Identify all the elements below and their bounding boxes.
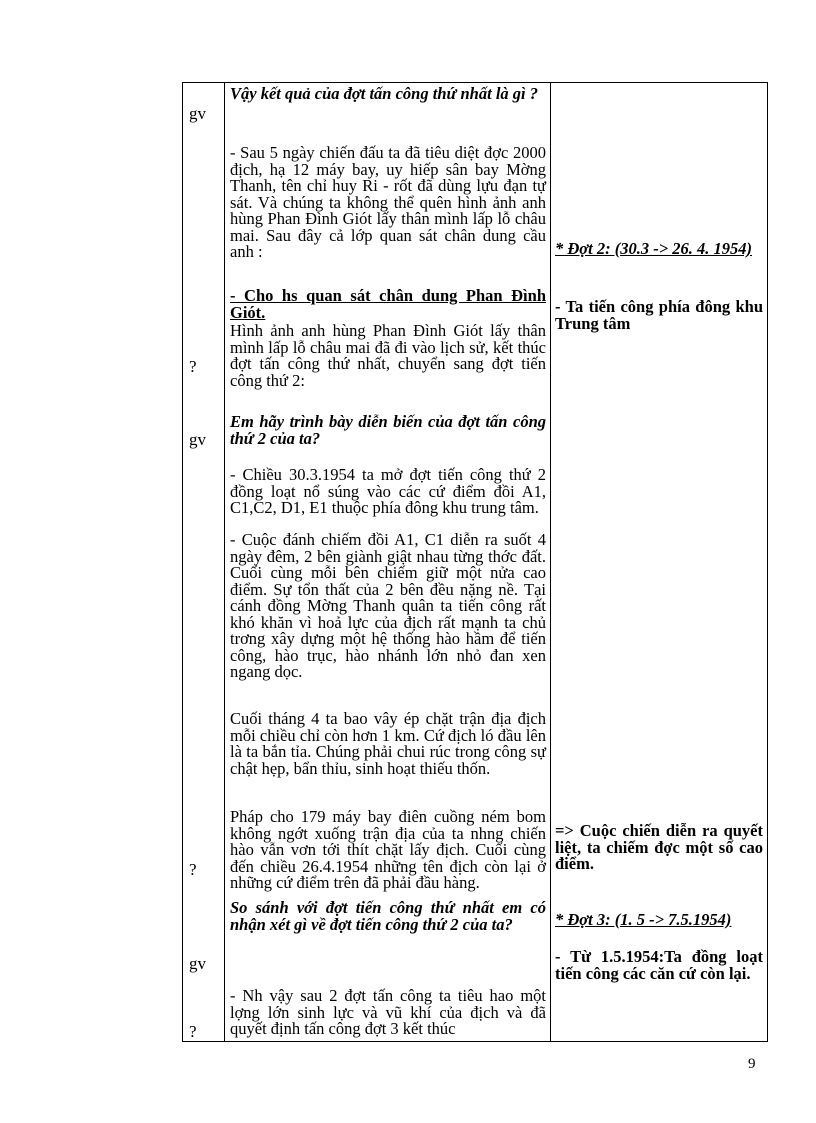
question-compare: So sánh với đợt tiến công thứ nhất em có nhận xét gì về đợt tiến công thứ 2 của ta?: [230, 898, 546, 934]
phase-two-heading: * Đợt 2: (30.3 -> 26. 4. 1954): [555, 239, 752, 258]
column-divider-1: [224, 83, 225, 1041]
phase-three-heading: * Đợt 3: (1. 5 -> 7.5.1954): [555, 910, 732, 929]
phase-two-result: => Cuộc chiến diễn ra quyết liệt, ta chiếm đợc một số cao điểm.: [555, 821, 763, 873]
question-second-attack: Em hãy trình bày diễn biến của đợt tấn công thứ 2 của ta?: [230, 412, 546, 448]
role-label-teacher: gv: [189, 954, 206, 973]
page-number: 9: [748, 1056, 756, 1072]
instruction-portrait: - Cho hs quan sát chân dung Phan Đình Giót.: [230, 286, 546, 322]
phase-three-note: - Từ 1.5.1954:Ta đồng loạt tiến công các căn cứ còn lại.: [555, 947, 763, 983]
question-result-first-attack: Vậy kết quả của đợt tấn công thứ nhất là gì ?: [230, 84, 538, 103]
hero-paragraph: Hình ảnh anh hùng Phan Đình Giót lấy thân mình lấp lỗ châu mai đã đi vào lịch sử, kết thúc đợt tấn công thứ nhất, chuyển sang đợt tiến công thứ 2:: [230, 321, 546, 390]
hill-battle-paragraph: - Cuộc đánh chiếm đồi A1, C1 diễn ra suốt 4 ngày đêm, 2 bên giành giật nhau từng thớc đất. Cuối cùng mỗi bên chiếm giữ một nửa cao điểm. Sự tổn thất của 2 bên đều nặng nề. Tại cánh đồng Mờng Thanh quân ta tiến công rất khó khăn vì hoả lực của địch rất mạnh ta chủ trơng xây dựng một hệ thống hào hầm để tiến công, hào trục, hào nhánh lớn nhỏ đan xen ngang dọc.: [230, 530, 546, 681]
column-divider-2: [550, 83, 551, 1041]
second-attack-start: - Chiều 30.3.1954 ta mở đợt tiến công thứ 2 đồng loạt nổ súng vào các cứ điểm đồi A1, C1,C2, D1, E1 thuộc phía đông khu trung tâm.: [230, 465, 546, 517]
conclusion-paragraph: - Nh vậy sau 2 đợt tấn công ta tiêu hao một lợng lớn sinh lực và vũ khí của địch và đã quyết định tấn công đợt 3 kết thúc: [230, 986, 546, 1038]
role-label-teacher: gv: [189, 104, 206, 123]
answer-first-attack: - Sau 5 ngày chiến đấu ta đã tiêu diệt đợc 2000 địch, hạ 12 máy bay, uy hiếp sân bay Mờng Thanh, tên chỉ huy Ri - rốt đã dùng lựu đạn tự sát. Và chúng ta không thể quên hình ảnh anh hùng Phan Đình Giót lấy thân mình lấp lỗ châu mai. Sau đây cả lớp quan sát chân dung cầu anh :: [230, 143, 546, 261]
role-label-question: ?: [189, 357, 197, 376]
lesson-table: [182, 82, 768, 1042]
phase-two-note: - Ta tiến công phía đông khu Trung tâm: [555, 297, 763, 333]
role-label-question: ?: [189, 1022, 197, 1041]
siege-paragraph: Cuối tháng 4 ta bao vây ép chặt trận địa địch mỗi chiều chỉ còn hơn 1 km. Cứ địch ló đầu lên là ta bắn tỉa. Chúng phải chui rúc trong công sự chật hẹp, bẩn thỉu, sinh hoạt thiếu thốn.: [230, 709, 546, 778]
role-label-teacher: gv: [189, 430, 206, 449]
role-label-question: ?: [189, 860, 197, 879]
bombing-paragraph: Pháp cho 179 máy bay điên cuồng ném bom không ngớt xuống trận địa của ta nhng chiến hào vẫn vơn tới thít chặt lấy địch. Cuối cùng đến chiều 26.4.1954 những tên địch còn lại ở những cứ điểm trên đã phải đầu hàng.: [230, 807, 546, 892]
